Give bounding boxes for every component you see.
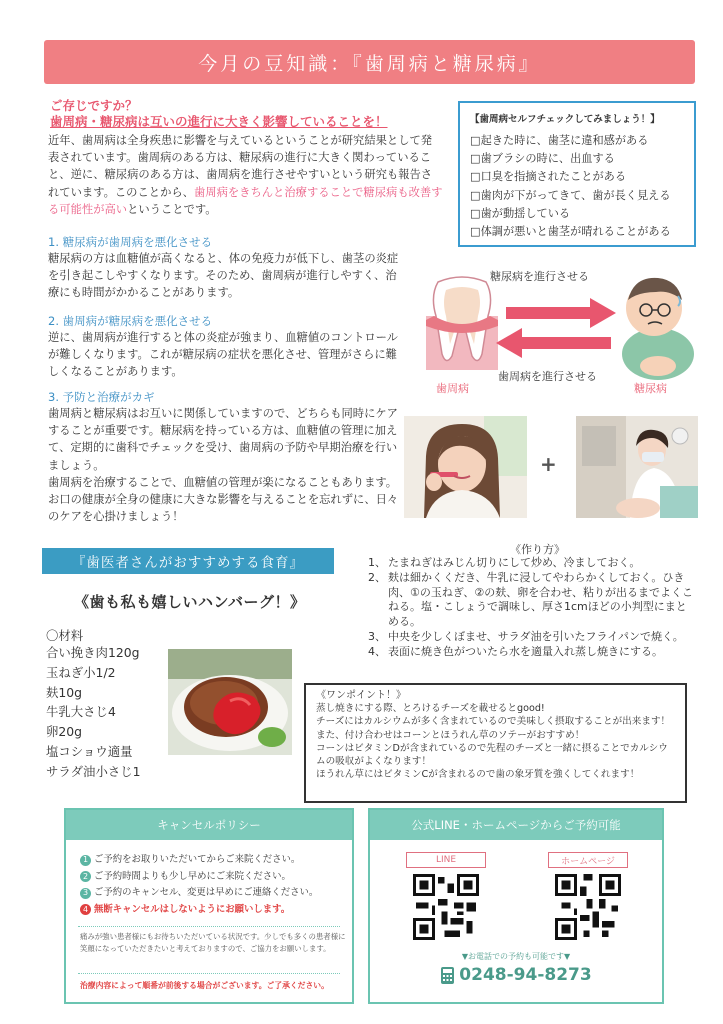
hamburger-steak-photo xyxy=(168,649,292,755)
page-title: 今月の豆知識：『歯周病と糖尿病』 xyxy=(198,52,541,75)
cancel-policy-item xyxy=(80,885,352,902)
number-badge: 3 xyxy=(80,888,91,899)
section-body-2: 逆に、歯周病が進行すると体の炎症が強まり、血糖値のコントロールが難しくなります。これが糖尿病の症状を悪化させ、管理がさらに難しくなることがあります。 xyxy=(48,331,398,379)
self-check-item: □歯ブラシの時に、出血する xyxy=(470,152,615,166)
tooth-illustration xyxy=(426,276,498,370)
cancel-policy-note: 痛みが強い患者様にもお待ちいただいている状況です。少しでも多くの患者様に笑顔になっていただきたいと考えておりますので、ご協力をお願いします。 xyxy=(80,932,346,953)
self-check-title: 【歯周病セルフチェックしてみましょう！】 xyxy=(470,114,660,125)
intro-subheading: 歯周病・糖尿病は互いの進行に大きく影響していることを！ xyxy=(50,114,388,129)
cancel-policy-text: 無断キャンセルはしないようにお願いします。 xyxy=(94,903,291,915)
tooth-brushing-photo xyxy=(404,416,527,518)
ingredient-item: 麸10g xyxy=(46,684,83,700)
booking-card xyxy=(368,808,664,1004)
diabetes-person-illustration xyxy=(608,270,700,380)
cancel-policy-item xyxy=(80,902,352,919)
self-check-item: □歯が動揺している xyxy=(470,206,571,220)
booking-title: 公式LINE・ホームページからご予約可能 xyxy=(411,818,621,832)
step-item xyxy=(368,571,693,630)
tip-line: ほうれん草にはビタミンCが含まれるので歯の象牙質を強くしてくれます！ xyxy=(316,769,640,781)
cancel-policy-card xyxy=(64,808,354,1004)
step-item xyxy=(368,630,693,645)
tooth-caption: 歯周病 xyxy=(436,382,469,395)
booking-header xyxy=(370,810,662,840)
header-banner xyxy=(44,40,695,84)
section-heading-1: 1. 糖尿病が歯周病を悪化させる xyxy=(48,235,213,249)
number-badge: 2 xyxy=(80,871,91,882)
arrow-label-top: 糖尿病を進行させる xyxy=(490,270,589,283)
ingredient-item: 牛乳大さじ4 xyxy=(46,704,116,720)
divider xyxy=(78,926,340,927)
section-heading-3: 3. 予防と治療がカギ xyxy=(48,390,155,404)
cancel-policy-item xyxy=(80,852,352,869)
recipe-banner xyxy=(42,548,334,574)
phone-number-row xyxy=(370,965,662,985)
section-body-3: 歯周病と糖尿病はお互いに関係していますので、どちらも同時にケアすることが重要です。糖尿病を持っている方は、血糖値の管理に加えて、定期的に歯科でチェックを受け、歯周病の予防や早期治療を行いましょう。 歯周病を治療することで、血糖値の管理が楽になることもあります。 お口の健康が全身の健康に大きな影響を与えることを忘れずに、日々のケアを心掛けましょう！ xyxy=(48,407,399,524)
cancel-policy-text: ご予約のキャンセル、変更は早めにご連絡ください。 xyxy=(94,887,319,898)
cancel-policy-header xyxy=(66,810,352,840)
steps-heading: 《作り方》 xyxy=(510,543,565,556)
self-check-item: □体調が悪いと歯茎が晴れることがある xyxy=(470,225,671,239)
cancel-policy-title: キャンセルポリシー xyxy=(157,818,261,832)
step-number: 3、 xyxy=(368,629,386,643)
recipe-title: 《歯も私も嬉しいハンバーグ！》 xyxy=(74,593,306,611)
step-item xyxy=(368,645,693,660)
homepage-qr-code-icon[interactable] xyxy=(555,874,621,940)
tip-body xyxy=(316,702,675,781)
steps-list xyxy=(368,556,693,660)
ingredients-list xyxy=(46,643,141,782)
step-text: 表面に焼き色がついたら水を適量入れ蒸し焼きにする。 xyxy=(388,644,663,658)
self-check-item: □歯肉が下がってきて、歯が長く見える xyxy=(470,188,671,202)
tip-line: また、付け合わせはコーンとほうれん草のソテーがおすすめ！ xyxy=(316,729,585,741)
dental-checkup-photo xyxy=(576,416,698,518)
phone-note: ▼お電話での予約も可能です▼ xyxy=(461,952,571,961)
tip-line: コーンはビタミンDが含まれているので先程のチーズと一緒に摂ることでカルシウムの吸収がよくなります！ xyxy=(316,742,668,768)
divider xyxy=(78,973,340,974)
intro-lead: ご存じですか？ xyxy=(50,98,138,113)
relationship-diagram xyxy=(410,262,710,400)
intro-text: 近年、歯周病は全身疾患に影響を与えているということが研究結果として発表されています。歯周病のある方は、糖尿病の進行に大きく関わっていること、逆に、糖尿病のある方は、歯周病を進行させやすいという研究も報告されています。このことから、 xyxy=(48,134,433,199)
step-item xyxy=(368,556,693,571)
line-link[interactable]: LINE xyxy=(406,852,486,868)
recipe-banner-text: 『歯医者さんがおすすめする食育』 xyxy=(71,555,305,571)
tip-line: チーズにはカルシウムが多く含まれているので美味しく摂取することが出来ます！ xyxy=(316,716,671,728)
ingredient-item: 卵20g xyxy=(46,724,83,740)
number-badge: 4 xyxy=(80,904,91,915)
ingredient-item: 合い挽き肉120g xyxy=(46,645,140,660)
self-check-item: □起きた時に、歯茎に違和感がある xyxy=(470,134,649,147)
ingredients-heading: 〇材料 xyxy=(46,628,84,643)
step-text: たまねぎはみじん切りにして炒め、冷ましておく。 xyxy=(388,556,641,569)
step-text: 麸は細かくくだき、牛乳に浸してやわらかくしておく。ひき肉、①の玉ねぎ、②の麸、卵を合わせ、粘りが出るまでよくこねる。塩・こしょうで調味し、厚さ1cmほどの小判型にまとめる。 xyxy=(388,570,693,629)
ingredient-item: 玉ねぎ小1/2 xyxy=(46,664,116,680)
section-body-1: 糖尿病の方は血糖値が高くなると、体の免疫力が低下し、歯茎の炎症を引き起こしやすくなります。そのため、歯周病が進行しやすく、治療にも時間がかかることがあります。 xyxy=(48,252,399,300)
number-badge: 1 xyxy=(80,855,91,866)
homepage-link[interactable]: ホームページ xyxy=(548,852,628,868)
cancel-policy-warning: 治療内容によって順番が前後する場合がございます。ご了承ください。 xyxy=(80,981,329,990)
arrow-right-icon xyxy=(506,298,616,328)
cancel-policy-text: ご予約時間よりも少し早めにご来院ください。 xyxy=(94,870,291,882)
tip-title: 《ワンポイント！》 xyxy=(316,690,406,701)
intro-highlight: 歯周病をきちんと治療することで糖尿病も改善する可能性が高い xyxy=(48,185,443,216)
ingredient-item: 塩コショウ適量 xyxy=(46,743,133,759)
step-number: 4、 xyxy=(368,644,386,658)
one-point-tip-box xyxy=(304,683,687,803)
step-number: 2、 xyxy=(368,570,386,584)
tip-line: 蒸し焼きにする際、とろけるチーズを載せるとgood! xyxy=(316,703,545,715)
self-check-item: □口臭を指摘されたことがある xyxy=(470,170,627,184)
cancel-policy-text: ご予約をお取りいただいてからご来院ください。 xyxy=(94,854,301,865)
person-caption: 糖尿病 xyxy=(634,382,667,395)
arrow-label-bottom: 歯周病を進行させる xyxy=(498,370,597,383)
line-qr-code-icon[interactable] xyxy=(413,874,479,940)
intro-paragraph xyxy=(48,132,443,218)
cancel-policy-item xyxy=(80,869,352,886)
cancel-policy-list xyxy=(66,840,352,918)
phone-icon xyxy=(440,967,455,984)
section-heading-2: 2. 歯周病が糖尿病を悪化させる xyxy=(48,314,213,328)
step-text: 中央を少しくぼませ、サラダ油を引いたフライパンで焼く。 xyxy=(388,629,684,643)
self-check-list xyxy=(470,132,684,241)
self-check-box xyxy=(458,101,696,247)
ingredient-item: サラダ油小さじ1 xyxy=(46,763,141,779)
arrow-left-icon xyxy=(496,328,611,358)
step-number: 1、 xyxy=(368,556,386,569)
plus-sign: + xyxy=(540,452,557,476)
phone-number[interactable]: 0248-94-8273 xyxy=(459,965,592,985)
intro-text-end: ということです。 xyxy=(127,202,217,216)
